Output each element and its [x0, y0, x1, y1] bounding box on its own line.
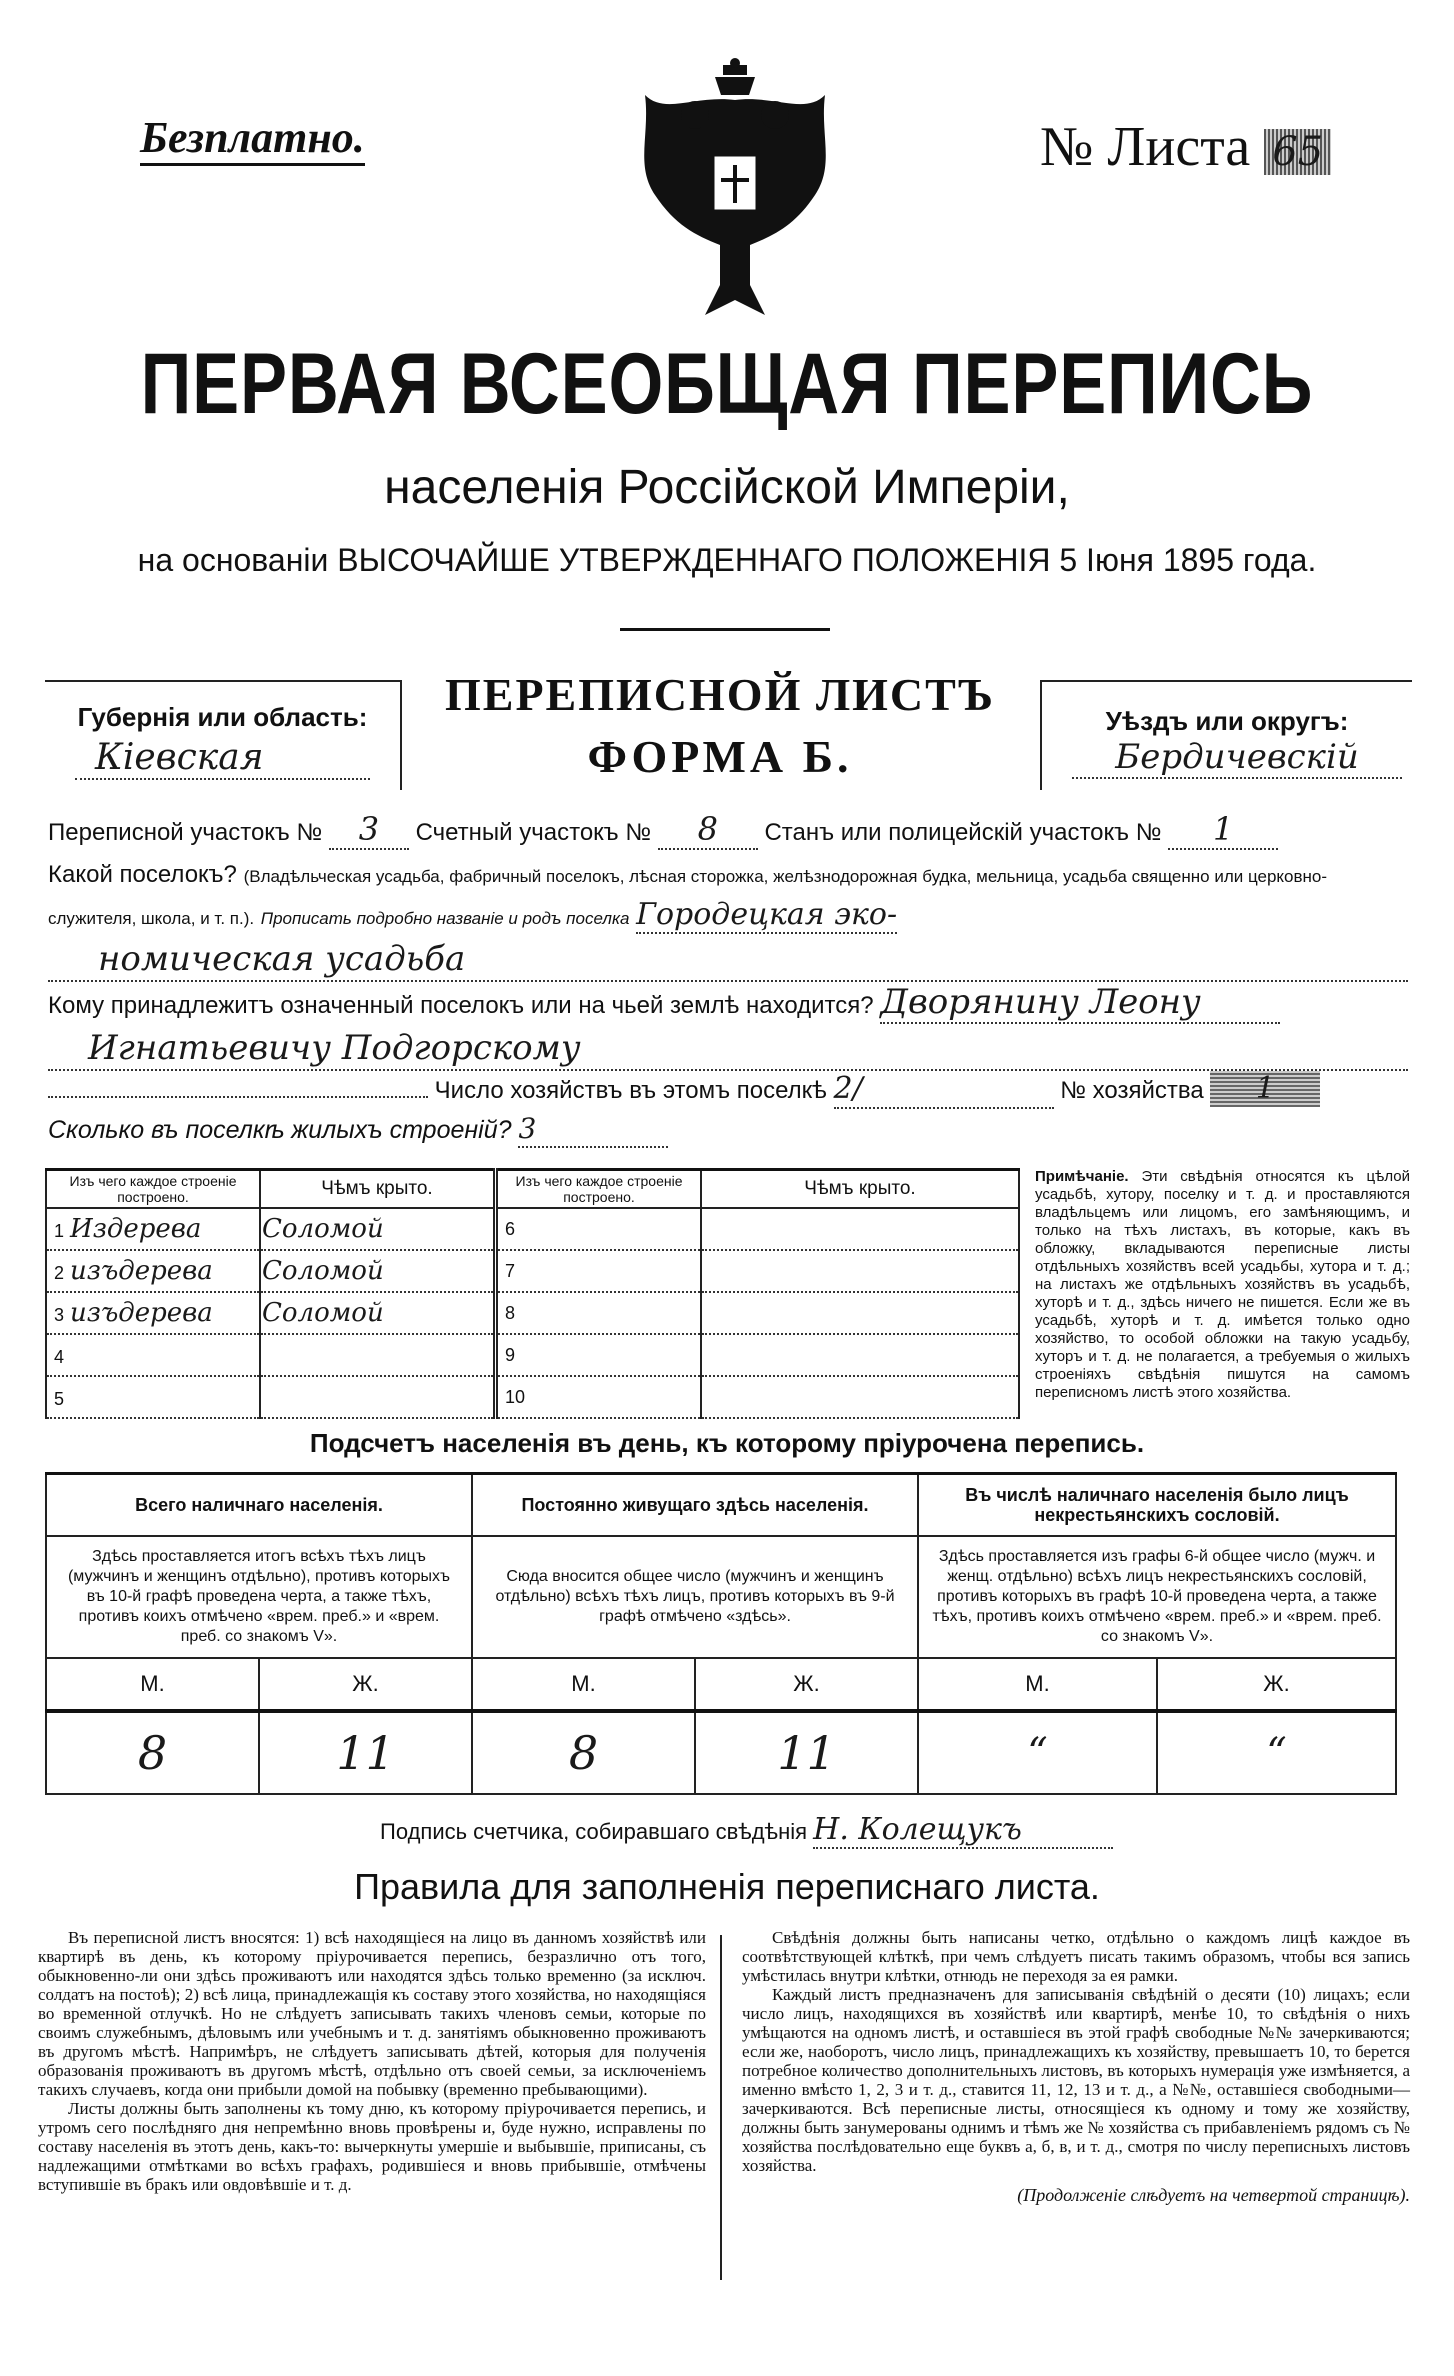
note-text: Эти свѣдѣнія относятся къ цѣлой усадьбѣ, хутору, поселку и т. д. и проставляются владѣльцемъ или лицомъ, его замѣняющимъ, и только на тѣхъ листахъ, въ которые, какъ въ обложку, вкладываются переписные листы отдѣльныхъ хозяйствъ всей усадьбы, хутора и т. д.; на листахъ же отдѣльныхъ хозяйствъ въ усадьбѣ, хуторѣ и т. д., здѣсь ничего не пишется. Если же въ усадьбѣ, хуторѣ и т. д. имѣется только одно хозяйство, то особой обложки на такую усадьбу, хуторъ и т. д. не полагается, а требуемыя о жилыхъ строеніяхъ свѣдѣнія пишутся на самомъ переписномъ листѣ этого хозяйства. [1035, 1168, 1410, 1401]
dotted-leader [48, 1096, 428, 1098]
building-roof-cell[interactable] [701, 1208, 1019, 1250]
handwritten-value: Соломой [262, 1298, 384, 1328]
rules-paragraph: Свѣдѣнія должны быть написаны четко, отдѣльно о каждомъ лицѣ каждое въ соотвѣтствующей клѣткѣ, при чемъ слѣдуетъ писать такимъ образомъ, чтобы вся запись умѣстилась внутри клѣтки, отнюдь не переходя за ея рамки. [742, 1928, 1410, 1985]
sheet-number-value[interactable]: 65 [1264, 129, 1331, 175]
settlement-instruction: Прописать подробно названіе и родъ поселка [260, 909, 630, 928]
column-divider [720, 1935, 722, 2280]
row-number: 2 [54, 1263, 65, 1283]
count-col-title-0: Всего наличнаго населенія. [46, 1474, 472, 1537]
building-material-cell[interactable] [496, 1250, 702, 1292]
building-material-cell[interactable] [496, 1376, 702, 1418]
census-area-value[interactable]: 3 [329, 810, 409, 850]
building-roof-cell[interactable] [260, 1250, 496, 1292]
row-number: 9 [505, 1344, 516, 1365]
district-label: Уѣздъ или округъ: [1105, 706, 1349, 736]
building-roof-cell[interactable] [701, 1376, 1019, 1418]
rules-paragraph: Каждый листъ предназначенъ для записыванія свѣдѣній о десяти (10) лицахъ; если число лицъ, находящихся въ хозяйствѣ или квартирѣ, менѣе 10, то свѣдѣнія о нихъ умѣщаются на одномъ листѣ, и оставшіеся въ этой графѣ свободные №№ зачеркиваются; если же, наоборотъ, число лицъ, принадлежащихъ къ хозяйству, превышаетъ 10, то берется потребное количество дополнительныхъ листовъ, въ которыхъ нумерація уже измѣняется, а именно вмѣсто 1, 2, 3 и т. д., ставится 11, 12, 13 и т. д., а №№, оставшіеся свободными—зачеркиваются. Всѣ переписные листы, относящіеся къ одному и тому же хозяйству, должны быть занумерованы однимъ и тѣмъ же № хозяйства съ прибавленіемъ рядомъ съ № хозяйства послѣдовательно еще буквъ а, б, в, и т. д., смотря по числу переписныхъ листовъ хозяйства. [742, 1985, 1410, 2175]
owner-value-1[interactable]: Дворянину Леону [880, 982, 1280, 1024]
row-number: 10 [505, 1386, 526, 1407]
total-male-value[interactable]: 8 [46, 1711, 259, 1794]
m-label: М. [472, 1658, 695, 1711]
f-label: Ж. [259, 1658, 472, 1711]
count-col-desc-1: Сюда вносится общее число (мужчинъ и женщинъ отдѣльно) всѣхъ тѣхъ лицъ, противъ которыхъ въ 9-й графѣ отмѣчено «здѣсь». [472, 1536, 918, 1658]
basis-line: на основаніи ВЫСОЧАЙШЕ УТВЕРЖДЕННАГО ПОЛОЖЕНІЯ 5 Іюня 1895 года. [137, 542, 1317, 578]
owner-label: Кому принадлежитъ означенный поселокъ или на чьей землѣ находится? [48, 992, 874, 1019]
free-label: Безплатно. [140, 112, 365, 166]
continued-note: (Продолженіе слѣдуетъ на четвертой страницѣ). [1017, 2185, 1410, 2205]
household-number-value[interactable]: 1 [1210, 1071, 1320, 1107]
building-row [46, 1292, 1019, 1334]
building-roof-cell[interactable] [260, 1334, 496, 1376]
building-material-cell[interactable] [496, 1208, 702, 1250]
handwritten-value: Издерева [70, 1214, 202, 1244]
buildings-label: Сколько въ поселкѣ жилыхъ строеній? [48, 1116, 512, 1144]
rules-paragraph: Въ переписной листъ вносятся: 1) всѣ находящіеся на лицо въ данномъ хозяйствѣ или квартирѣ въ день, къ которому пріурочивается перепись, безразлично отъ того, обыкновенно-ли они здѣсь проживаютъ или находятся здѣсь только временно (за исключ. солдатъ на постоѣ); 2) всѣ лица, принадлежащія къ составу этого хозяйства, но находящіяся во временной отлучкѣ. Но не слѣдуетъ записывать такихъ членовъ семьи, которые по своимъ служебнымъ, дѣловымъ или учебнымъ и т. д. занятіямъ обыкновенно проживаютъ въ другомъ мѣстѣ. Напримѣръ, не слѣдуетъ записывать дѣтей, которыя для полученія образованія проживаютъ въ другомъ мѣстѣ, отдѣльно отъ своей семьи, за исключеніемъ такихъ случаевъ, когда они прибыли домой на побывку (временно пребывающими). [38, 1928, 706, 2099]
double-headed-eagle-emblem [625, 55, 845, 335]
rules-paragraph: Листы должны быть заполнены къ тому дню, къ которому пріурочивается перепись, и утромъ сего послѣдняго дня непремѣнно вновь провѣрены и, буде нужно, исправлены по составу населенія въ этотъ день, какъ-то: вычеркнуты умершіе и выбывшіе, приписаны, съ надлежащими отмѣтками во всѣхъ графахъ, родившіеся и вновь прибывшіе, отмѣчены вступившіе въ бракъ или овдовѣвшіе и т. д. [38, 2099, 706, 2194]
row-number: 7 [505, 1260, 516, 1281]
count-col-title-2: Въ числѣ наличнаго населенія было лицъ некрестьянскихъ сословій. [918, 1474, 1396, 1537]
row-number: 5 [54, 1389, 65, 1409]
building-roof-cell[interactable] [701, 1334, 1019, 1376]
handwritten-value: Соломой [262, 1256, 384, 1286]
building-material-cell[interactable] [46, 1292, 260, 1334]
divider [620, 628, 830, 631]
count-area-value[interactable]: 8 [658, 810, 758, 850]
m-label: М. [46, 1658, 259, 1711]
district-box [1040, 680, 1412, 790]
col-material-2: Изъ чего каждое строеніе построено. [496, 1170, 702, 1209]
row-number: 8 [505, 1302, 516, 1323]
sheet-title: ПЕРЕПИСНОЙ ЛИСТЪ [444, 669, 996, 720]
f-label: Ж. [695, 1658, 918, 1711]
signature-label: Подпись счетчика, собиравшаго свѣдѣнія [380, 1819, 808, 1844]
settlement-value-1[interactable]: Городецкая эко- [636, 897, 898, 932]
building-roof-cell[interactable] [701, 1250, 1019, 1292]
household-number-label: № хозяйства [1060, 1077, 1204, 1104]
police-area-value[interactable]: 1 [1168, 810, 1278, 850]
rules-right-column [742, 1928, 1410, 2206]
count-col-title-1: Постоянно живущаго здѣсь населенія. [472, 1474, 918, 1537]
building-row [46, 1208, 1019, 1250]
building-roof-cell[interactable] [260, 1376, 496, 1418]
building-material-cell[interactable] [46, 1376, 260, 1418]
rules-left-column [38, 1928, 706, 2194]
handwritten-value: изъдерева [70, 1256, 213, 1286]
building-row [46, 1334, 1019, 1376]
households-value[interactable]: 2/ [834, 1071, 1054, 1109]
building-roof-cell[interactable] [260, 1292, 496, 1334]
subtitle: населенія Россійской Имперіи, [384, 461, 1070, 514]
province-label: Губернія или область: [77, 702, 368, 732]
building-material-cell[interactable] [496, 1292, 702, 1334]
count-heading: Подсчетъ населенія въ день, къ которому пріурочена перепись. [309, 1428, 1145, 1458]
nonpeasant-male-value[interactable]: “ [918, 1711, 1157, 1794]
census-area-label: Переписной участокъ № [48, 819, 323, 846]
police-area-label: Станъ или полицейскій участокъ № [764, 819, 1162, 846]
province-value[interactable]: Кіевская [75, 737, 370, 780]
signature-value[interactable]: Н. Колещукъ [813, 1812, 1113, 1849]
m-label: М. [918, 1658, 1157, 1711]
row-number: 3 [54, 1305, 65, 1325]
building-row [46, 1250, 1019, 1292]
building-material-cell[interactable] [46, 1334, 260, 1376]
buildings-table [45, 1168, 1020, 1419]
col-roof-2: Чѣмъ крыто. [701, 1170, 1019, 1209]
signature-line [380, 1812, 1113, 1849]
sheet-number [1040, 115, 1331, 179]
handwritten-value: Соломой [262, 1214, 384, 1244]
total-female-value[interactable]: 11 [259, 1711, 472, 1794]
count-values-row [46, 1711, 1396, 1794]
area-line [48, 810, 1408, 854]
households-label: Число хозяйствъ въ этомъ поселкѣ [434, 1077, 827, 1104]
row-number: 4 [54, 1347, 65, 1367]
buildings-value[interactable]: 3 [518, 1112, 668, 1148]
resident-female-value[interactable]: 11 [695, 1711, 918, 1794]
households-line [48, 1071, 1408, 1111]
form-name: ФОРМА Б. [587, 731, 853, 782]
note-title: Примѣчаніе. [1035, 1168, 1129, 1185]
buildings-line [48, 1111, 1408, 1149]
settlement-value-2[interactable]: номическая усадьба [48, 938, 1408, 982]
building-roof-cell[interactable] [260, 1208, 496, 1250]
building-material-cell[interactable] [46, 1250, 260, 1292]
row-number: 6 [505, 1218, 516, 1239]
owner-line [48, 982, 1408, 1027]
row-number: 1 [54, 1221, 65, 1241]
count-col-desc-0: Здѣсь проставляется итогъ всѣхъ тѣхъ лицъ (мужчинъ и женщинъ отдѣльно), противъ которыхъ въ 10-й графѣ проведена черта, а также тѣхъ, противъ коихъ отмѣчено «врем. преб.» и «врем. преб. со знакомъ V». [46, 1536, 472, 1658]
building-material-cell[interactable] [496, 1334, 702, 1376]
count-area-label: Счетный участокъ № [415, 819, 652, 846]
district-value[interactable]: Бердичевскій [1072, 737, 1402, 779]
building-material-cell[interactable] [46, 1208, 260, 1250]
settlement-label: Какой поселокъ? [48, 861, 237, 888]
nonpeasant-female-value[interactable]: “ [1157, 1711, 1396, 1794]
owner-value-2[interactable]: Игнатьевичу Подгорскому [48, 1027, 1408, 1071]
col-roof-1: Чѣмъ крыто. [260, 1170, 496, 1209]
settlement-line [48, 856, 1408, 938]
col-material-1: Изъ чего каждое строеніе построено. [46, 1170, 260, 1209]
count-mf-header [46, 1658, 1396, 1711]
resident-male-value[interactable]: 8 [472, 1711, 695, 1794]
count-table [45, 1472, 1397, 1795]
f-label: Ж. [1157, 1658, 1396, 1711]
buildings-table-header [46, 1170, 1019, 1209]
handwritten-value: изъдерева [70, 1298, 213, 1328]
main-title: ПЕРВАЯ ВСЕОБЩАЯ ПЕРЕПИСЬ [140, 336, 1314, 432]
buildings-note [1035, 1168, 1410, 1402]
settlement-hint: (Владѣльческая усадьба, фабричный поселокъ, лѣсная сторожка, желѣзнодорожная будка, мельница, усадьба священно или церковно-служителя, школа, и т. п.). [48, 867, 1328, 928]
rules-heading: Правила для заполненія переписнаго листа. [354, 1866, 1100, 1907]
sheet-number-label: № Листа [1040, 116, 1251, 178]
building-roof-cell[interactable] [701, 1292, 1019, 1334]
building-row [46, 1376, 1019, 1418]
province-box [45, 680, 402, 790]
count-col-desc-2: Здѣсь проставляется изъ графы 6-й общее число (мужч. и женщ. отдѣльно) всѣхъ лицъ некрестьянскихъ сословій, противъ которыхъ въ графѣ 10-й проведена черта, а также тѣхъ, противъ коихъ отмѣчено «врем. преб.» и «врем. преб. со знакомъ V». [918, 1536, 1396, 1658]
fields-block [48, 810, 1408, 1149]
